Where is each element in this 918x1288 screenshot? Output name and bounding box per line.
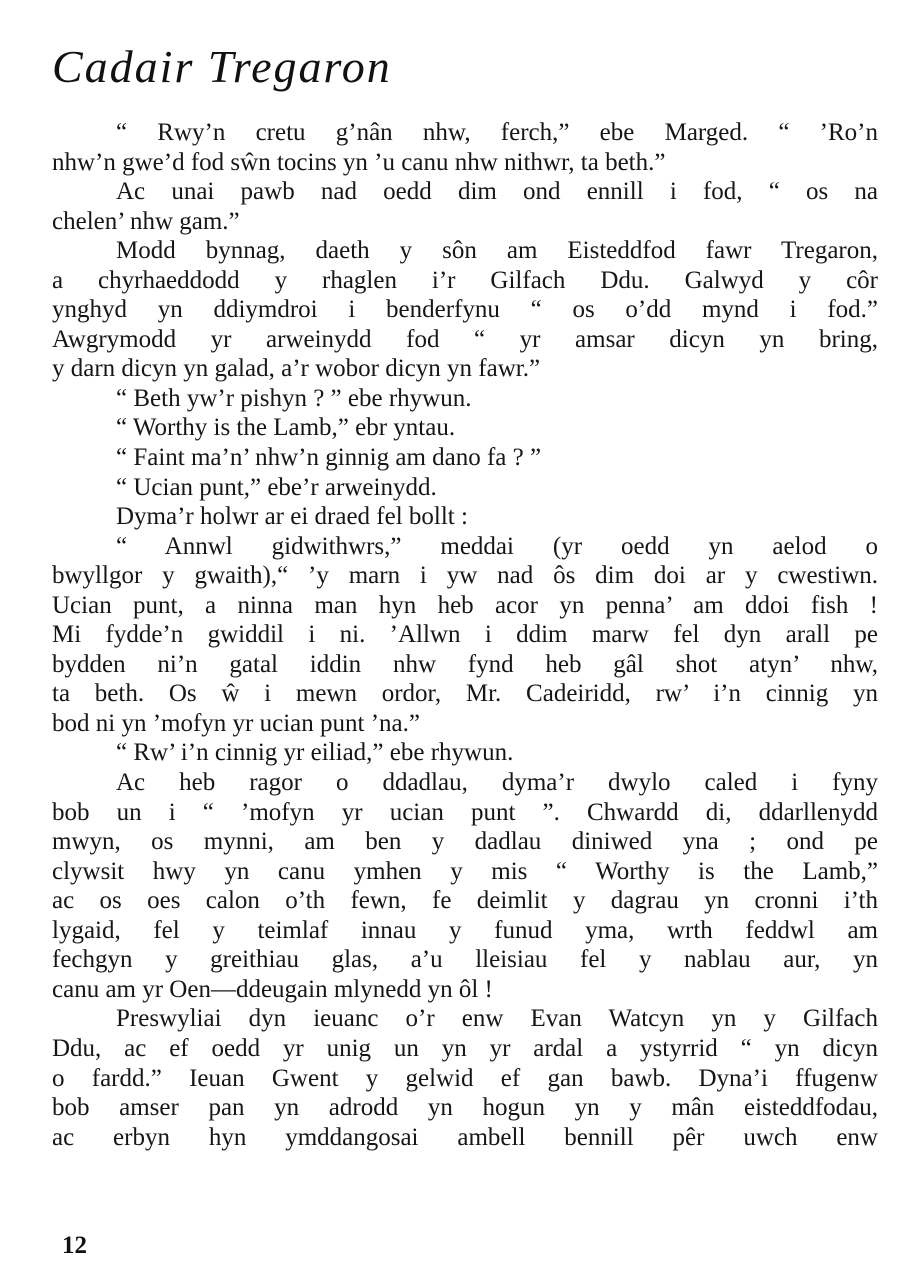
- text-line: y darn dicyn yn galad, a’r wobor dicyn yn fawr.”: [52, 355, 541, 383]
- text-line: clywsit hwy yn canu ymhen y mis “ Worthy is the Lamb,”: [52, 857, 878, 885]
- text-line: “ Annwl gidwithwrs,” meddai (yr oedd yn aelod o: [116, 532, 878, 560]
- text-line: canu am yr Oen—ddeugain mlynedd yn ôl !: [52, 975, 493, 1003]
- text-line: bydden ni’n gatal iddin nhw fynd heb gâl shot atyn’ nhw,: [52, 650, 878, 678]
- text-line: “ Faint ma’n’ nhw’n ginnig am dano fa ? ”: [116, 444, 542, 472]
- text-line: “ Ucian punt,” ebe’r arweinydd.: [116, 473, 437, 501]
- text-line: Ddu, ac ef oedd yr unig un yn yr ardal a ystyrrid “ yn dicyn: [52, 1034, 878, 1062]
- text-line: nhw’n gwe’d fod sŵn tocins yn ’u canu nhw nithwr, ta beth.”: [52, 148, 666, 176]
- text-line: [52, 413, 878, 443]
- text-line: lygaid, fel y teimlaf innau y funud yma, wrth feddwl am: [52, 916, 878, 944]
- text-line: Ac unai pawb nad oedd dim ond ennill i fod, “ os na: [116, 178, 878, 206]
- text-line: “ Rw’ i’n cinnig yr eiliad,” ebe rhywun.: [116, 739, 514, 767]
- text-line: Dyma’r holwr ar ei draed fel bollt :: [116, 503, 468, 531]
- chapter-title: Cadair Tregaron: [52, 41, 392, 92]
- text-line: bob un i “ ’mofyn yr ucian punt ”. Chwardd di, ddarllenydd: [52, 798, 878, 826]
- text-line: bwyllgor y gwaith),“ ’y marn i yw nad ôs dim doi ar y cwestiwn.: [52, 562, 878, 590]
- body-text: [52, 118, 878, 1152]
- text-line: ta beth. Os ŵ i mewn ordor, Mr. Cadeiridd, rw’ i’n cinnig yn: [52, 680, 878, 708]
- text-line: Modd bynnag, daeth y sôn am Eisteddfod fawr Tregaron,: [116, 237, 878, 265]
- text-line: Ucian punt, a ninna man hyn heb acor yn penna’ am ddoi fish !: [52, 591, 878, 619]
- text-line: Ac heb ragor o ddadlau, dyma’r dwylo caled i fyny: [116, 769, 878, 797]
- text-line: Awgrymodd yr arweinydd fod “ yr amsar dicyn yn bring,: [52, 325, 878, 353]
- text-line: a chyrhaeddodd y rhaglen i’r Gilfach Ddu. Galwyd y côr: [52, 266, 878, 294]
- text-line: “ Beth yw’r pishyn ? ” ebe rhywun.: [116, 384, 472, 412]
- text-line: chelen’ nhw gam.”: [52, 207, 240, 235]
- text-line: bob amser pan yn adrodd yn hogun yn y mân eisteddfodau,: [52, 1094, 878, 1122]
- text-line-content: “ Worthy is the Lamb,” ebr yntau.: [116, 414, 456, 442]
- text-line: bod ni yn ’mofyn yr ucian punt ’na.”: [52, 709, 420, 737]
- text-line: o fardd.” Ieuan Gwent y gelwid ef gan bawb. Dyna’i ffugenw: [52, 1064, 878, 1092]
- text-line: ac erbyn hyn ymddangosai ambell bennill pêr uwch enw: [52, 1123, 878, 1151]
- text-line: mwyn, os mynni, am ben y dadlau diniwed yna ; ond pe: [52, 828, 878, 856]
- text-line: ynghyd yn ddiymdroi i benderfynu “ os o’dd mynd i fod.”: [52, 296, 878, 324]
- text-line: Mi fydde’n gwiddil i ni. ’Allwn i ddim marw fel dyn arall pe: [52, 621, 878, 649]
- text-line: “ Rwy’n cretu g’nân nhw, ferch,” ebe Marged. “ ’Ro’n: [116, 119, 878, 146]
- page-number: 12: [62, 1232, 87, 1259]
- text-line: ac os oes calon o’th fewn, fe deimlit y dagrau yn cronni i’th: [52, 887, 878, 915]
- text-line: fechgyn y greithiau glas, a’u lleisiau fel y nablau aur, yn: [52, 946, 878, 974]
- text-line: Preswyliai dyn ieuanc o’r enw Evan Watcyn yn y Gilfach: [116, 1005, 878, 1033]
